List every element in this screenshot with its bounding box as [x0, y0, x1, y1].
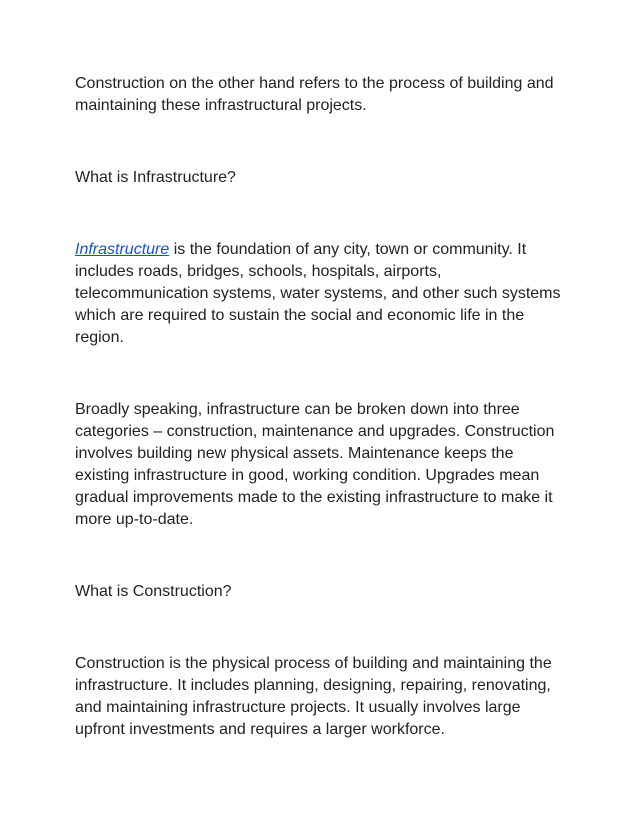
- heading-construction: What is Construction?: [75, 583, 232, 600]
- intro-paragraph: Construction on the other hand refers to the process of building and maintaining these infrastructural projects.: [75, 75, 554, 114]
- infrastructure-link[interactable]: Infrastructure: [75, 241, 170, 258]
- infrastructure-paragraph: [75, 239, 570, 349]
- heading-infrastructure: What is Infrastructure?: [75, 169, 236, 186]
- construction-paragraph: Construction is the physical process of building and maintaining the infrastructure. It includes planning, designing, repairing, renovating, and maintaining infrastructure projects. It usually involves large upfront investments and requires a larger workforce.: [75, 655, 552, 738]
- infrastructure-text: is the foundation of any city, town or community. It includes roads, bridges, schools, hospitals, airports, telecommunication systems, water systems, and other such systems which are required to sustain the social and economic life in the region.: [75, 241, 561, 346]
- document-page: [75, 73, 570, 741]
- categories-paragraph: Broadly speaking, infrastructure can be broken down into three categories – construction, maintenance and upgrades. Construction involves building new physical assets. Maintenance keeps the existing infrastructure in good, working condition. Upgrades mean gradual improvements made to the existing infrastructure to make it more up-to-date.: [75, 401, 555, 528]
